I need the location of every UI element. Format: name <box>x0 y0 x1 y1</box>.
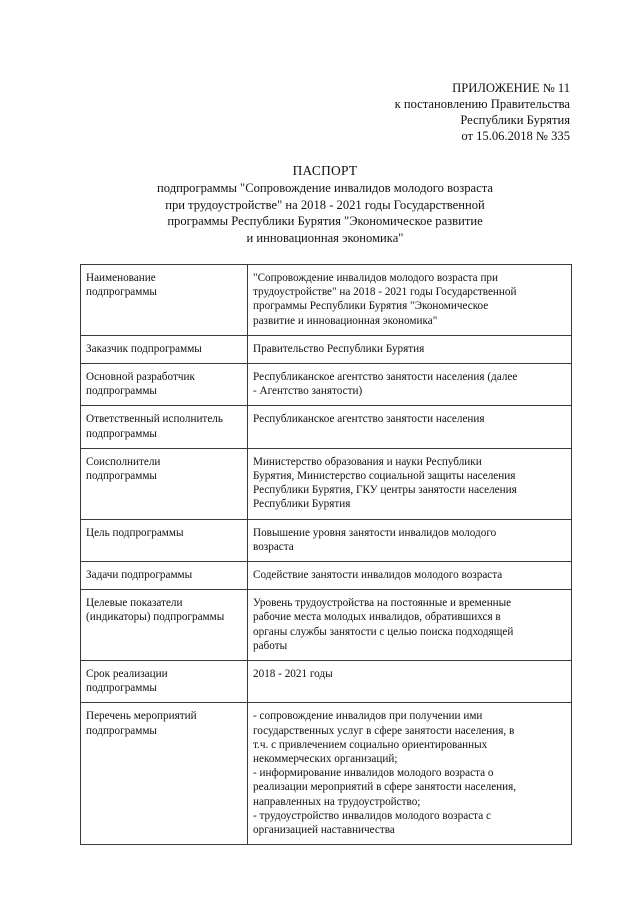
row-value-line: Республиканское агентство занятости населения <box>253 413 485 426</box>
row-value-line: Республики Бурятия, ГКУ центры занятости населения <box>253 484 517 497</box>
row-value-line: Республики Бурятия <box>253 498 351 511</box>
row-label-line: подпрограммы <box>86 286 157 299</box>
appendix-number: ПРИЛОЖЕНИЕ № 11 <box>452 81 570 95</box>
row-value <box>248 590 572 661</box>
row-value <box>248 335 572 363</box>
row-value <box>248 448 572 519</box>
row-label-line: Задачи подпрограммы <box>86 569 193 582</box>
row-label-line: Цель подпрограммы <box>86 526 184 539</box>
row-value <box>248 519 572 561</box>
row-label-line: Наименование <box>86 272 156 284</box>
row-value <box>248 661 572 703</box>
row-label <box>81 406 248 448</box>
table-row-customer <box>81 335 572 363</box>
row-value-line: Бурятия, Министерство социальной защиты населения <box>253 470 516 483</box>
row-label <box>81 364 248 406</box>
row-value-line: развитие и инновационная экономика" <box>253 314 438 327</box>
row-value-line: - трудоустройство инвалидов молодого возраста с <box>253 809 491 822</box>
row-value-line: - сопровождение инвалидов при получении ими <box>253 710 483 723</box>
row-label <box>81 703 248 845</box>
table-row-co-executors <box>81 448 572 519</box>
row-value-line: т.ч. с привлечением социально ориентированных <box>253 738 488 751</box>
table-row-name <box>81 265 572 336</box>
row-label-line: Заказчик подпрограммы <box>86 342 202 355</box>
row-label <box>81 448 248 519</box>
row-value <box>248 562 572 590</box>
appendix-resolution-ref: к постановлению Правительства <box>394 97 570 111</box>
table-row-developer <box>81 364 572 406</box>
row-label-line: подпрограммы <box>86 470 157 483</box>
row-label-line: Целевые показатели <box>86 597 183 610</box>
row-label <box>81 519 248 561</box>
row-value <box>248 406 572 448</box>
row-value-line: Правительство Республики Бурятия <box>253 342 425 355</box>
row-value-line: трудоустройстве" на 2018 - 2021 годы Государственной <box>253 286 517 299</box>
row-value-line: - Агентство занятости) <box>253 385 363 398</box>
passport-heading <box>80 163 570 246</box>
row-value-line: рабочие места молодых инвалидов, обратившихся в <box>253 611 501 624</box>
row-value-line: государственных услуг в сфере занятости населения, в <box>253 724 515 737</box>
appendix-header <box>395 80 570 144</box>
passport-title: ПАСПОРТ <box>292 163 358 178</box>
table-row-goal <box>81 519 572 561</box>
row-label-line: Соисполнители <box>86 455 161 468</box>
passport-subtitle-line: подпрограммы "Сопровождение инвалидов молодого возраста <box>157 181 493 196</box>
row-value-line: направленных на трудоустройство; <box>253 795 421 808</box>
row-label <box>81 661 248 703</box>
row-label <box>81 590 248 661</box>
row-label-line: подпрограммы <box>86 385 157 398</box>
row-label <box>81 265 248 336</box>
row-value-line: некоммерческих организаций; <box>253 753 398 766</box>
row-value-line: - информирование инвалидов молодого возраста о <box>253 767 494 780</box>
row-label-line: Срок реализации <box>86 668 168 681</box>
row-label <box>81 562 248 590</box>
row-value-line: Республиканское агентство занятости населения (далее <box>253 371 518 384</box>
row-value-line: органы службы занятости с целью поиска подходящей <box>253 625 514 638</box>
row-label-line: подпрограммы <box>86 724 157 737</box>
passport-subtitle-line: при трудоустройстве" на 2018 - 2021 годы Государственной <box>165 197 485 212</box>
row-value-line: возраста <box>253 540 294 553</box>
table-row-activities <box>81 703 572 845</box>
row-label-line: Перечень мероприятий <box>86 710 197 723</box>
row-label-line: Ответственный исполнитель <box>86 413 223 426</box>
row-value-line: Содействие занятости инвалидов молодого возраста <box>253 569 503 582</box>
row-value-line: реализации мероприятий в сфере занятости населения, <box>253 781 517 794</box>
row-label <box>81 335 248 363</box>
appendix-government: Республики Бурятия <box>460 113 570 127</box>
passport-subtitle-line: программы Республики Бурятия "Экономическое развитие <box>167 214 483 229</box>
row-value-line: Министерство образования и науки Республики <box>253 455 482 468</box>
row-value <box>248 265 572 336</box>
row-value-line: программы Республики Бурятия "Экономическое <box>253 300 489 313</box>
appendix-date-number: от 15.06.2018 № 335 <box>461 129 570 143</box>
row-label-line: подпрограммы <box>86 427 157 440</box>
passport-subtitle-line: и инновационная экономика" <box>246 230 404 245</box>
row-value-line: Повышение уровня занятости инвалидов молодого <box>253 526 497 539</box>
table-row-indicators <box>81 590 572 661</box>
table-row-tasks <box>81 562 572 590</box>
row-value-line: работы <box>253 639 288 652</box>
row-value-line: организацией наставничества <box>253 824 395 837</box>
row-value-line: 2018 - 2021 годы <box>253 668 333 681</box>
row-value <box>248 364 572 406</box>
table-row-executor <box>81 406 572 448</box>
row-value-line: "Сопровождение инвалидов молодого возраста при <box>253 272 499 284</box>
row-label-line: подпрограммы <box>86 682 157 695</box>
passport-table <box>80 264 572 845</box>
table-row-term <box>81 661 572 703</box>
row-label-line: (индикаторы) подпрограммы <box>86 611 225 624</box>
row-label-line: Основной разработчик <box>86 371 195 384</box>
row-value-line: Уровень трудоустройства на постоянные и временные <box>253 597 512 610</box>
row-value <box>248 703 572 845</box>
